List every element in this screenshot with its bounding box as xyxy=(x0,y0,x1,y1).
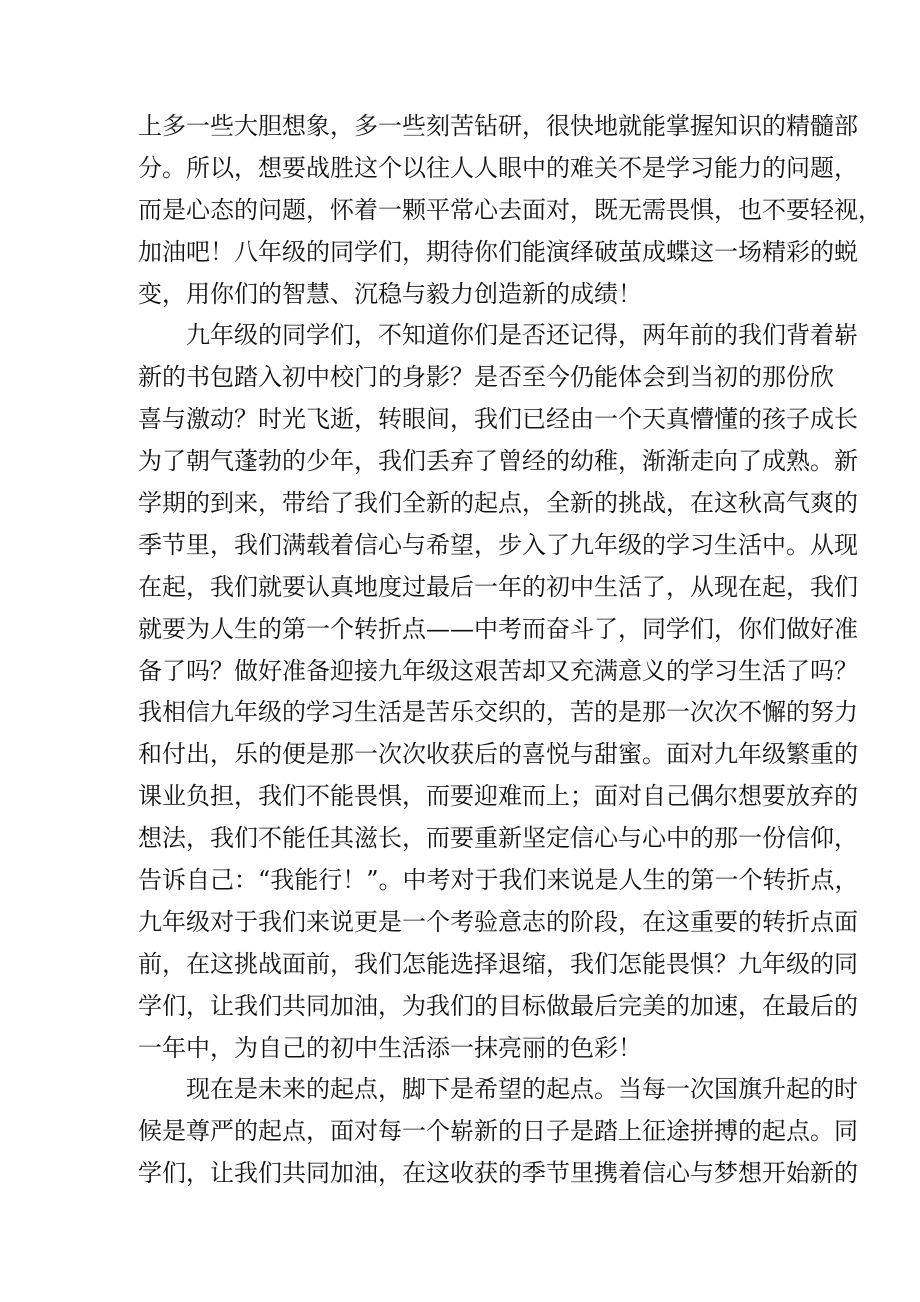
body-text xyxy=(138,106,882,1195)
text-line: 告诉自己：“我能行！”。中考对于我们来说是人生的第一个转折点， xyxy=(138,866,859,895)
paragraph-start-line: 现在是未来的起点，脚下是希望的起点。当每一次国旗升起的时 xyxy=(186,1075,858,1104)
text-line: 学们，让我们共同加油，在这收获的季节里携着信心与梦想开始新的 xyxy=(138,1159,858,1188)
text-line: 新的书包踏入初中校门的身影？是否至今仍能体会到当初的那份欣 xyxy=(138,363,834,392)
text-line: 变，用你们的智慧、沉稳与毅力创造新的成绩！ xyxy=(138,279,642,308)
paragraph-start-line: 九年级的同学们，不知道你们是否还记得，两年前的我们背着崭 xyxy=(186,321,858,350)
text-line: 学们，让我们共同加油，为我们的目标做最后完美的加速，在最后的 xyxy=(138,991,858,1020)
text-line: 就要为人生的第一个转折点——中考而奋斗了，同学们，你们做好准 xyxy=(138,614,858,643)
text-line: 季节里，我们满载着信心与希望，步入了九年级的学习生活中。从现 xyxy=(138,530,858,559)
text-line: 我相信九年级的学习生活是苦乐交织的，苦的是那一次次不懈的努力 xyxy=(138,698,858,727)
text-line: 喜与激动？时光飞逝，转眼间，我们已经由一个天真懵懂的孩子成长 xyxy=(138,405,858,434)
text-line: 而是心态的问题，怀着一颗平常心去面对，既无需畏惧，也不要轻视， xyxy=(138,195,882,224)
text-line: 为了朝气蓬勃的少年，我们丢弃了曾经的幼稚，渐渐走向了成熟。新 xyxy=(138,447,858,476)
text-line: 加油吧！八年级的同学们，期待你们能演绎破茧成蝶这一场精彩的蜕 xyxy=(138,237,858,266)
text-line: 课业负担，我们不能畏惧，而要迎难而上；面对自己偶尔想要放弃的 xyxy=(138,782,858,811)
text-line: 学期的到来，带给了我们全新的起点，全新的挑战，在这秋高气爽的 xyxy=(138,489,858,518)
text-line: 备了吗？做好准备迎接九年级这艰苦却又充满意义的学习生活了吗？ xyxy=(138,656,858,685)
text-line: 前，在这挑战面前，我们怎能选择退缩，我们怎能畏惧？九年级的同 xyxy=(138,949,858,978)
text-line: 分。所以，想要战胜这个以往人人眼中的难关不是学习能力的问题， xyxy=(138,153,858,182)
text-line: 上多一些大胆想象，多一些刻苦钻研，很快地就能掌握知识的精髓部 xyxy=(138,112,858,140)
text-line: 想法，我们不能任其滋长，而要重新坚定信心与心中的那一份信仰， xyxy=(138,824,858,853)
text-line: 和付出，乐的便是那一次次收获后的喜悦与甜蜜。面对九年级繁重的 xyxy=(138,740,858,769)
text-line: 候是尊严的起点，面对每一个崭新的日子是踏上征途拼搏的起点。同 xyxy=(138,1117,858,1146)
text-line: 一年中，为自己的初中生活添一抹亮丽的色彩！ xyxy=(138,1033,642,1062)
text-line: 在起，我们就要认真地度过最后一年的初中生活了，从现在起，我们 xyxy=(138,572,858,601)
text-line: 九年级对于我们来说更是一个考验意志的阶段，在这重要的转折点面 xyxy=(138,907,858,936)
